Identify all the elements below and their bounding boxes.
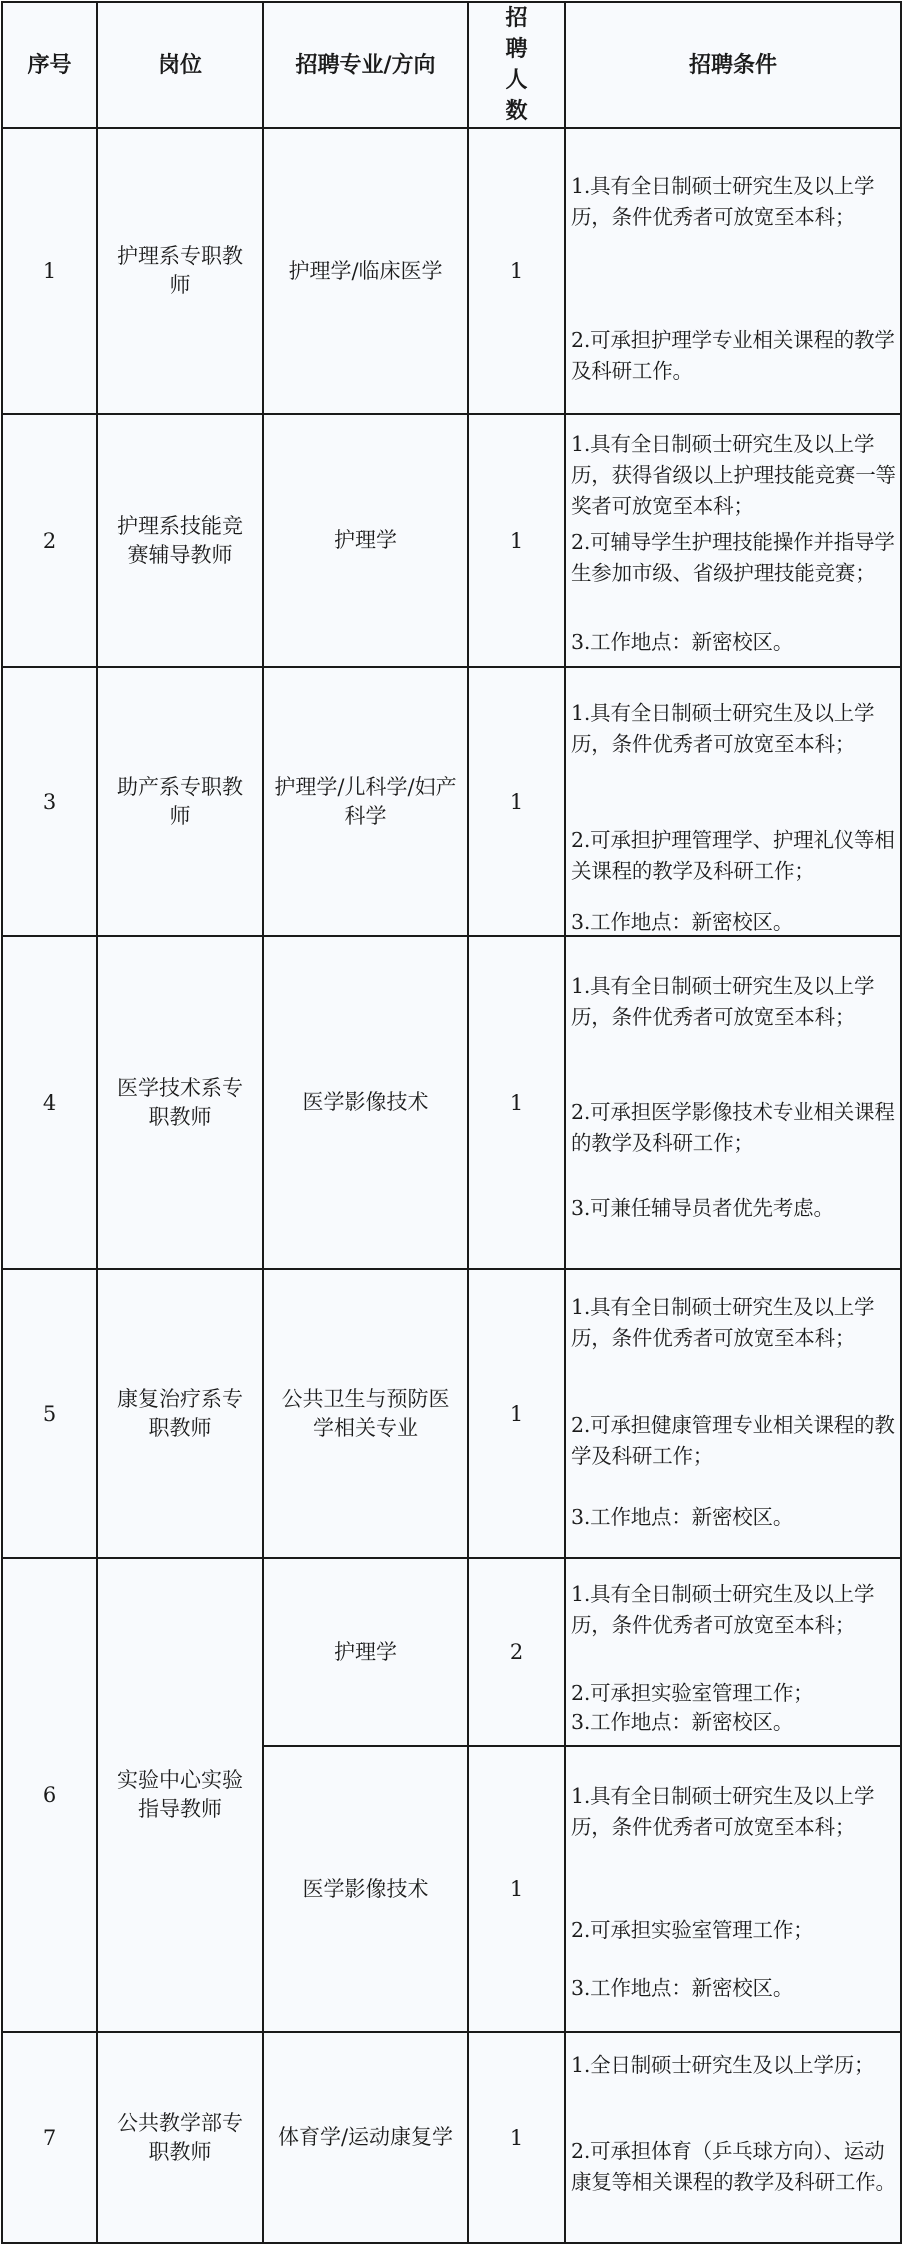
row-major: 医学影像技术 bbox=[263, 936, 468, 1269]
condition-item: 1.具有全日制硕士研究生及以上学历，条件优秀者可放宽至本科； bbox=[571, 1784, 875, 1839]
row-seq: 1 bbox=[2, 128, 97, 414]
condition-item: 3.工作地点：新密校区。 bbox=[571, 1976, 794, 2000]
row-position: 助产系专职教师 bbox=[97, 667, 263, 936]
row-conditions bbox=[565, 128, 901, 414]
table-row bbox=[2, 1558, 901, 1746]
header-seq: 序号 bbox=[2, 2, 97, 128]
condition-item: 3.工作地点：新密校区。 bbox=[571, 630, 794, 654]
row-count: 1 bbox=[468, 1746, 565, 2032]
header-row bbox=[2, 2, 901, 128]
row-seq: 4 bbox=[2, 936, 97, 1269]
header-conditions: 招聘条件 bbox=[565, 2, 901, 128]
row-count: 1 bbox=[468, 936, 565, 1269]
row-count: 1 bbox=[468, 1269, 565, 1558]
condition-item: 2.可承担实验室管理工作； bbox=[571, 1681, 814, 1705]
row-count: 1 bbox=[468, 2032, 565, 2243]
row-conditions bbox=[565, 2032, 901, 2243]
row-conditions bbox=[565, 1746, 901, 2032]
condition-item: 2.可承担护理管理学、护理礼仪等相关课程的教学及科研工作； bbox=[571, 828, 895, 883]
condition-item: 3.可兼任辅导员者优先考虑。 bbox=[571, 1196, 834, 1220]
row-conditions bbox=[565, 667, 901, 936]
row-position: 公共教学部专职教师 bbox=[97, 2032, 263, 2243]
row-conditions bbox=[565, 936, 901, 1269]
condition-item: 1.具有全日制硕士研究生及以上学历，条件优秀者可放宽至本科； bbox=[571, 701, 875, 756]
row-position: 医学技术系专职教师 bbox=[97, 936, 263, 1269]
row-seq: 3 bbox=[2, 667, 97, 936]
row-conditions bbox=[565, 1558, 901, 1746]
table-row bbox=[2, 936, 901, 1269]
row-major: 护理学/临床医学 bbox=[263, 128, 468, 414]
condition-item: 2.可承担健康管理专业相关课程的教学及科研工作； bbox=[571, 1413, 895, 1468]
table-row bbox=[2, 414, 901, 667]
condition-item: 2.可承担体育（乒乓球方向）、运动康复等相关课程的教学及科研工作。 bbox=[571, 2139, 896, 2194]
condition-item: 3.工作地点：新密校区。 bbox=[571, 1505, 794, 1529]
condition-item: 2.可承担实验室管理工作； bbox=[571, 1918, 814, 1942]
header-position: 岗位 bbox=[97, 2, 263, 128]
row-seq: 7 bbox=[2, 2032, 97, 2243]
table-row bbox=[2, 128, 901, 414]
row-position: 护理系专职教师 bbox=[97, 128, 263, 414]
condition-item: 2.可辅导学生护理技能操作并指导学生参加市级、省级护理技能竞赛； bbox=[571, 530, 895, 585]
header-count: 招聘人数 bbox=[468, 2, 565, 128]
row-major: 护理学/儿科学/妇产科学 bbox=[263, 667, 468, 936]
header-major: 招聘专业/方向 bbox=[263, 2, 468, 128]
row-position: 实验中心实验指导教师 bbox=[97, 1558, 263, 2032]
condition-item: 1.具有全日制硕士研究生及以上学历，条件优秀者可放宽至本科； bbox=[571, 174, 875, 229]
row-seq: 2 bbox=[2, 414, 97, 667]
row-count: 1 bbox=[468, 128, 565, 414]
row-major: 公共卫生与预防医学相关专业 bbox=[263, 1269, 468, 1558]
row-major: 医学影像技术 bbox=[263, 1746, 468, 2032]
row-seq: 6 bbox=[2, 1558, 97, 2032]
condition-item: 1.具有全日制硕士研究生及以上学历，条件优秀者可放宽至本科； bbox=[571, 1295, 875, 1350]
row-count: 2 bbox=[468, 1558, 565, 1746]
condition-item: 1.具有全日制硕士研究生及以上学历，获得省级以上护理技能竞赛一等奖者可放宽至本科； bbox=[571, 432, 896, 518]
condition-item: 2.可承担护理学专业相关课程的教学及科研工作。 bbox=[571, 328, 895, 383]
table-row bbox=[2, 1269, 901, 1558]
row-major: 护理学 bbox=[263, 414, 468, 667]
row-major: 体育学/运动康复学 bbox=[263, 2032, 468, 2243]
row-major: 护理学 bbox=[263, 1558, 468, 1746]
row-position: 康复治疗系专职教师 bbox=[97, 1269, 263, 1558]
table-row bbox=[2, 667, 901, 936]
row-count: 1 bbox=[468, 414, 565, 667]
condition-item: 1.全日制硕士研究生及以上学历； bbox=[571, 2053, 875, 2077]
row-count: 1 bbox=[468, 667, 565, 936]
condition-item: 3.工作地点：新密校区。 bbox=[571, 910, 794, 934]
row-seq: 5 bbox=[2, 1269, 97, 1558]
condition-item: 1.具有全日制硕士研究生及以上学历，条件优秀者可放宽至本科； bbox=[571, 1582, 875, 1637]
condition-item: 1.具有全日制硕士研究生及以上学历，条件优秀者可放宽至本科； bbox=[571, 974, 875, 1029]
row-conditions bbox=[565, 414, 901, 667]
row-conditions bbox=[565, 1269, 901, 1558]
recruitment-table bbox=[1, 1, 902, 2244]
condition-item: 2.可承担医学影像技术专业相关课程的教学及科研工作； bbox=[571, 1100, 895, 1155]
table-row bbox=[2, 2032, 901, 2243]
condition-item: 3.工作地点：新密校区。 bbox=[571, 1710, 794, 1734]
row-position: 护理系技能竞赛辅导教师 bbox=[97, 414, 263, 667]
